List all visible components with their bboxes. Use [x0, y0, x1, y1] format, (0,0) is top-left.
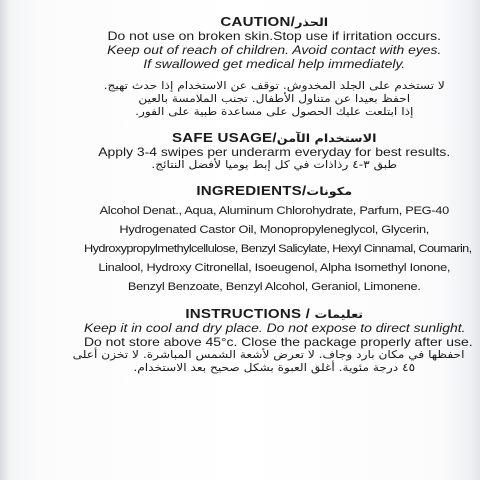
caution-line-en: Keep out of reach of children. Avoid contact with eyes. [107, 43, 442, 57]
caution-heading [84, 14, 464, 29]
safe-usage-title-ar: الاستخدام الآمن [276, 132, 377, 145]
instructions-line-en: Keep it in cool and dry place. Do not expose to direct sunlight. [84, 321, 466, 335]
safe-usage-line-ar: طبق ٣-٤ رذاذات في كل إبط يوميا لأفضل النتائج. [151, 159, 398, 171]
caution-title-ar: الحذر [295, 16, 329, 29]
label-content [72, 14, 473, 375]
safe-usage-heading [84, 130, 464, 145]
instructions-heading [84, 306, 464, 321]
ingredients-line: Linalool, Hydroxy Citronellal, Isoeugenol, Alpha Isomethyl Ionone, [98, 262, 451, 274]
instructions-line-ar: ٤٥ درجة مئوية. أغلق العبوة بشكل صحيح بعد الاستخدام. [133, 362, 416, 374]
caution-line-en: If swallowed get medical help immediately. [143, 57, 406, 71]
ingredients-title-en: INGREDIENTS/ [196, 183, 307, 198]
caution-line-ar: إذا ابتلعت عليك الحصول على مساعدة طبية على الفور. [135, 106, 414, 118]
instructions-title-en: INSTRUCTIONS / [185, 306, 311, 321]
instructions-title-ar: تعليمات [314, 308, 364, 321]
ingredients-line: Hydroxypropylmethylcellulose, Benzyl Salicylate, Hexyl Cinnamal, Coumarin, [84, 243, 472, 255]
ingredients-line: Hydrogenated Castor Oil, Monopropyleneglycol, Glycerin, [119, 224, 430, 236]
caution-line-ar: لا تستخدم على الجلد المخدوش. توقف عن الاستخدام إذا حدث تهيج. [103, 80, 445, 92]
instructions-line-en: Do not store above 45°c. Close the package properly after use. [84, 335, 473, 349]
safe-usage-title-en: SAFE USAGE/ [171, 130, 277, 145]
safe-usage-line-en: Apply 3-4 swipes per underarm everyday for best results. [98, 145, 451, 159]
caution-line-ar: احفظ بعيدا عن متناول الأطفال. تجنب الملامسة بالعين [138, 93, 411, 105]
caution-title-en: CAUTION/ [220, 14, 296, 29]
ingredients-heading [84, 183, 464, 198]
ingredients-title-ar: مكونات [306, 185, 353, 198]
caution-line-en: Do not use on broken skin.Stop use if irritation occurs. [107, 29, 441, 43]
ingredients-line: Alcohol Denat., Aqua, Aluminum Chlorohydrate, Parfum, PEG-40 [99, 205, 449, 217]
ingredients-line: Benzyl Benzoate, Benzyl Alcohol, Geraniol, Limonene. [127, 281, 421, 293]
instructions-line-ar: احفظها في مكان بارد وجاف. لا تعرض لأشعة الشمس المباشرة. لا تخزن أعلى [72, 349, 465, 361]
